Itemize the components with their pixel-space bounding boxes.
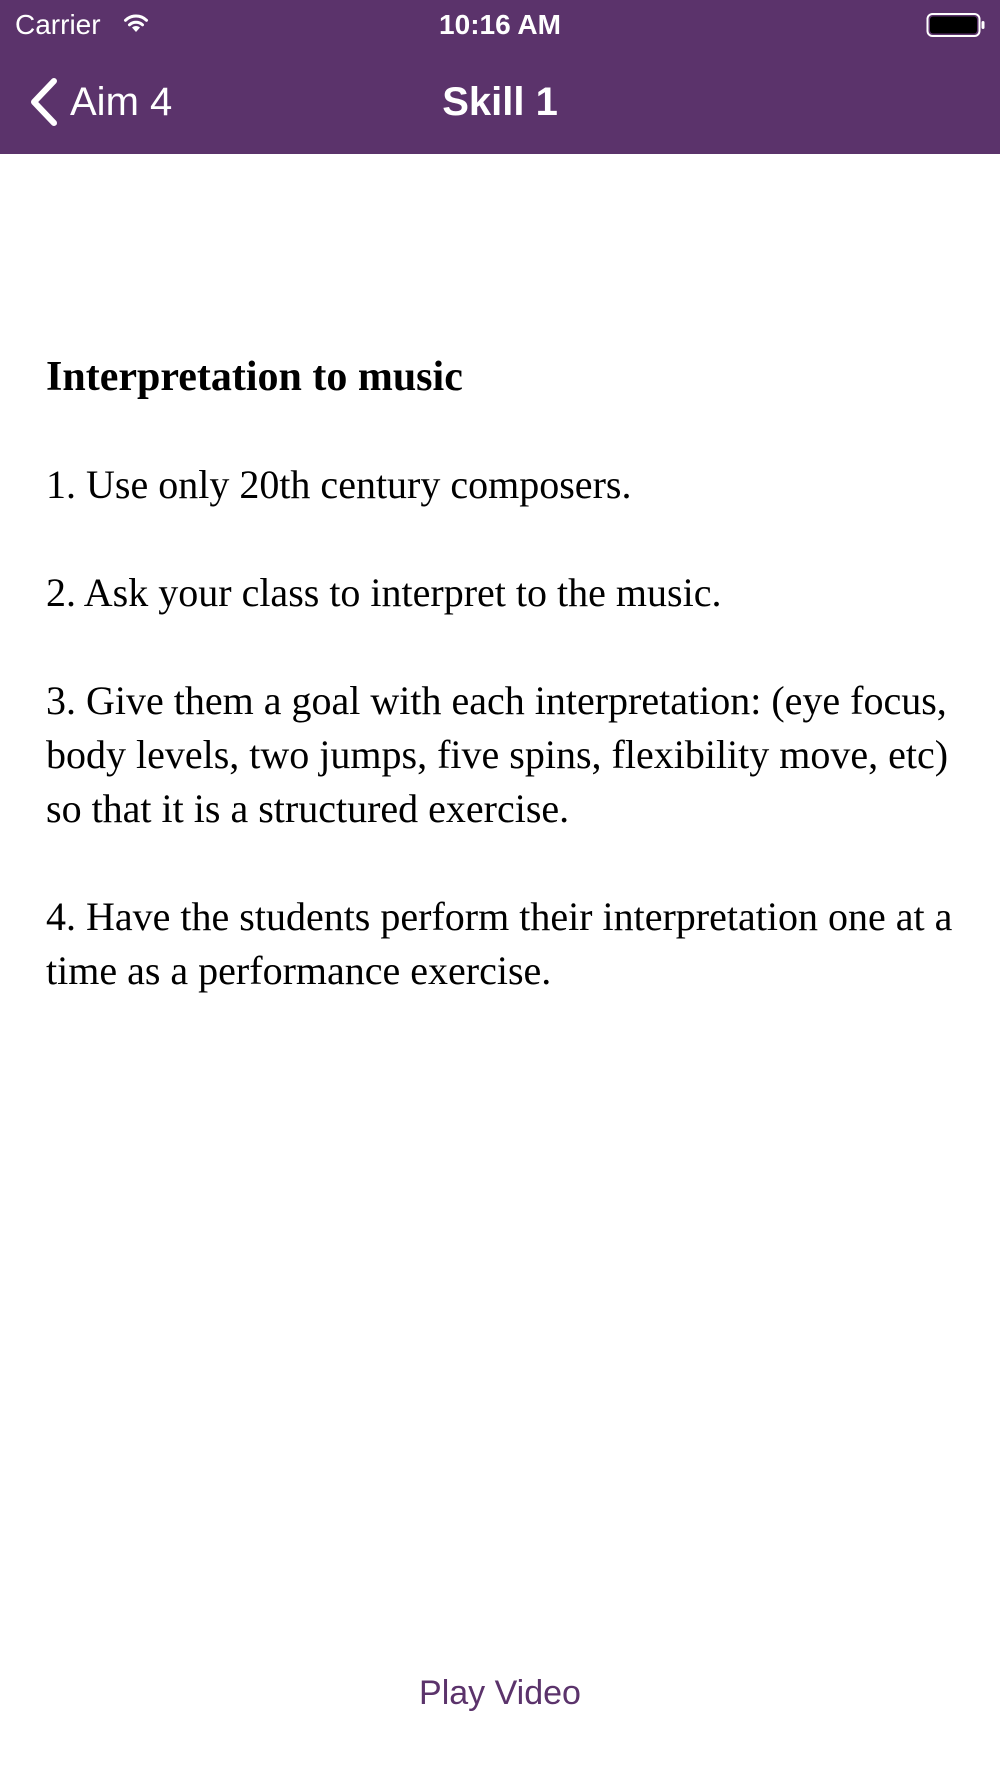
page-title: Skill 1 [442,80,558,124]
navigation-bar [0,50,1000,154]
instruction-item: 2. Ask your class to interpret to the music. [46,570,722,615]
instruction-item: 4. Have the students perform their interpretation one at a time as a performance exercise. [46,894,953,993]
status-time: 10:16 AM [439,9,561,40]
back-button-label: Aim 4 [70,80,173,124]
status-bar [0,0,1000,50]
top-bar [0,0,1000,154]
play-video-label[interactable]: Play Video [419,1674,581,1712]
skill-description [46,350,966,1052]
carrier-label: Carrier [15,9,101,40]
instruction-item: 1. Use only 20th century composers. [46,462,632,507]
battery-full-icon [926,12,986,38]
play-video-button [0,1668,1000,1718]
instruction-item: 3. Give them a goal with each interpretation: (eye focus, body levels, two jumps, five spins, flexibility move, etc) so that it is a structured exercise. [46,678,949,831]
skill-heading: Interpretation to music [46,354,463,400]
